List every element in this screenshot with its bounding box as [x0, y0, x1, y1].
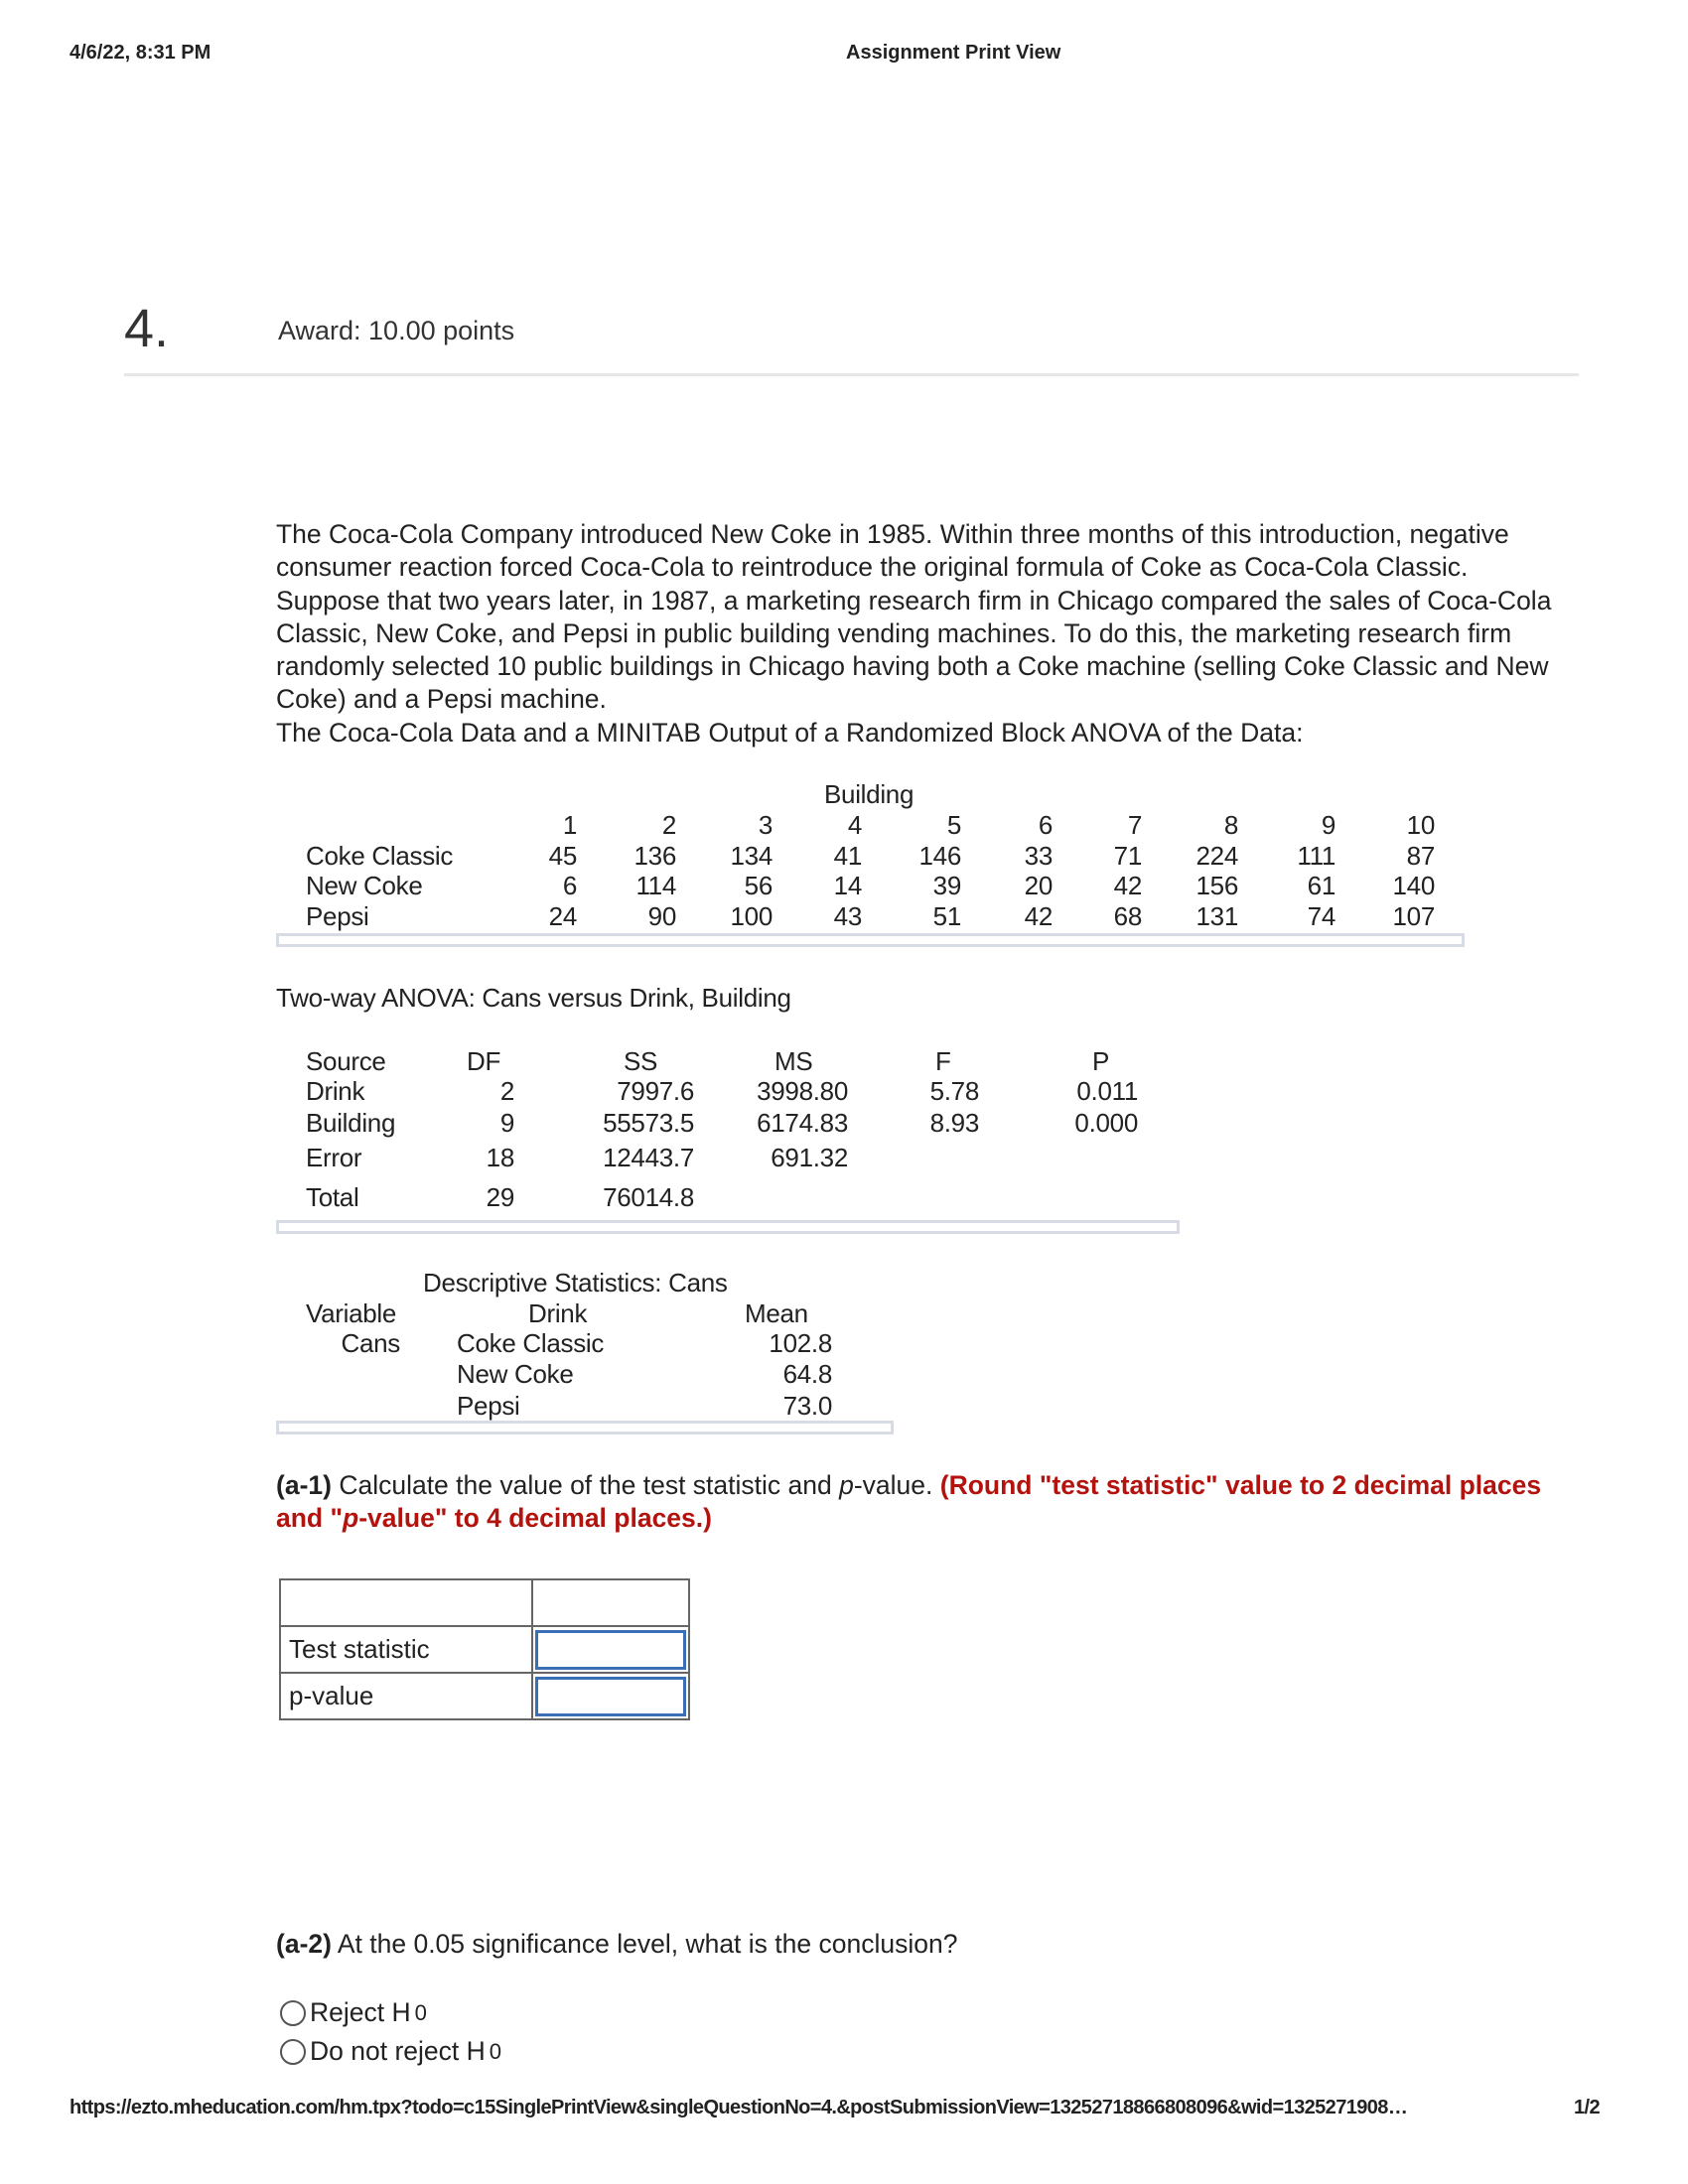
anova-cell: Total: [306, 1182, 359, 1212]
blank-header: [532, 1579, 689, 1626]
data-cell: 41: [833, 841, 862, 871]
data-cell: 107: [1392, 901, 1435, 931]
descriptive-title: Descriptive Statistics: Cans: [423, 1268, 728, 1297]
anova-cell: 6174.83: [757, 1108, 848, 1138]
rounding-instruction: (Round "test statistic" value to 2 decimal places and "p-value" to 4 decimal places.): [276, 1470, 1542, 1533]
data-cell: 24: [548, 901, 577, 931]
anova-cell: 18: [486, 1143, 514, 1172]
option-label: Reject H: [310, 1997, 411, 2027]
anova-cell: Error: [306, 1143, 362, 1172]
column-header: 10: [1406, 810, 1435, 840]
prompt-text: At the 0.05 significance level, what is the conclusion?: [331, 1929, 958, 1959]
row-label: Coke Classic: [306, 841, 454, 871]
column-header: 7: [1127, 810, 1142, 840]
question-text: [276, 518, 1577, 750]
column-header: 1: [562, 810, 577, 840]
anova-cell: 9: [499, 1108, 514, 1138]
intro-line-2: The Coca-Cola Data and a MINITAB Output of a Randomized Block ANOVA of the Data:: [276, 717, 1304, 748]
anova-title: Two-way ANOVA: Cans versus Drink, Building: [276, 983, 791, 1013]
p-value-input[interactable]: [535, 1677, 686, 1716]
award-points: Award: 10.00 points: [278, 316, 515, 345]
prompt-text-2: -value.: [853, 1470, 940, 1500]
page-url: https://ezto.mheducation.com/hm.tpx?todo=c15SinglePrintView&singleQuestionNo=4.&postSubmissionView=13252718866808096&wid=1325271908…: [70, 2097, 1408, 2118]
anova-header: Source: [306, 1046, 386, 1076]
anova-cell: 3998.80: [757, 1076, 848, 1106]
radio-button[interactable]: [280, 2039, 306, 2065]
anova-cell: 691.32: [771, 1143, 848, 1172]
data-cell: 146: [918, 841, 961, 871]
column-header: 2: [661, 810, 676, 840]
column-header: 8: [1223, 810, 1238, 840]
option-do-not-reject[interactable]: [280, 2036, 501, 2067]
mean-value: 102.8: [769, 1328, 832, 1358]
data-cell: 100: [730, 901, 773, 931]
data-cell: 20: [1024, 871, 1053, 900]
intro-paragraph: The Coca-Cola Company introduced New Coke in 1985. Within three months of this introduction, negative consumer reaction forced Coca-Cola to reintroduce the original formula of Coke as Coca-Cola Classic. Suppose that two years later, in 1987, a marketing research firm in Chicago compared the sales of Coca-Cola Classic, New Coke, and Pepsi in public building vending machines. To do this, the marketing research firm randomly selected 10 public buildings in Chicago having both a Coke machine (selling Coke Classic and New Coke) and a Pepsi machine.: [276, 519, 1552, 715]
column-header: 6: [1038, 810, 1053, 840]
page-number: 1/2: [1574, 2097, 1601, 2118]
descriptive-header: Drink: [528, 1298, 588, 1328]
data-cell: 131: [1196, 901, 1238, 931]
column-header: 5: [946, 810, 961, 840]
mean-value: 64.8: [782, 1359, 832, 1389]
row-label: New Coke: [306, 871, 423, 900]
data-cell: 68: [1113, 901, 1142, 931]
data-cell: 74: [1307, 901, 1336, 931]
data-cell: 114: [635, 871, 676, 900]
answer-table: [279, 1578, 690, 1720]
data-cell: 56: [744, 871, 773, 900]
page-title: Assignment Print View: [846, 42, 1061, 64]
test-statistic-input[interactable]: [535, 1630, 686, 1670]
anova-cell: Building: [306, 1108, 396, 1138]
data-cell: 111: [1297, 841, 1336, 871]
data-cell: 156: [1196, 871, 1238, 900]
anova-cell: 8.93: [929, 1108, 979, 1138]
option-label: Do not reject H: [310, 2036, 486, 2066]
data-cell: 90: [647, 901, 676, 931]
data-cell: 45: [548, 841, 577, 871]
data-cell: 42: [1113, 871, 1142, 900]
part-a1-prompt: [276, 1469, 1587, 1535]
anova-cell: 7997.6: [617, 1076, 694, 1106]
anova-header: MS: [774, 1046, 813, 1076]
data-cell: 134: [730, 841, 773, 871]
data-cell: 42: [1024, 901, 1053, 931]
data-cell: 87: [1406, 841, 1435, 871]
divider: [124, 373, 1579, 376]
row-label: p-value: [280, 1673, 532, 1719]
print-datetime: 4/6/22, 8:31 PM: [70, 42, 211, 64]
column-header: 3: [758, 810, 773, 840]
mean-value: 73.0: [782, 1391, 832, 1421]
anova-cell: 0.000: [1074, 1108, 1138, 1138]
subscript: 0: [414, 1999, 427, 2025]
data-cell: 14: [833, 871, 862, 900]
anova-cell: 5.78: [929, 1076, 979, 1106]
descriptive-header: Mean: [745, 1298, 808, 1328]
column-header: 9: [1321, 810, 1336, 840]
anova-cell: 12443.7: [603, 1143, 694, 1172]
part-label: (a-2): [276, 1929, 332, 1959]
column-header: 4: [847, 810, 862, 840]
anova-cell: 29: [486, 1182, 514, 1212]
row-label: Pepsi: [306, 901, 369, 931]
anova-cell: Drink: [306, 1076, 365, 1106]
prompt-text: Calculate the value of the test statistic and: [331, 1470, 840, 1500]
anova-header: F: [935, 1046, 951, 1076]
row-label: Test statistic: [280, 1626, 532, 1673]
descriptive-header: Variable: [306, 1298, 397, 1328]
anova-scrollbar[interactable]: [276, 1220, 1180, 1234]
data-cell: 140: [1392, 871, 1435, 900]
data-cell: 224: [1196, 841, 1238, 871]
blank-header: [280, 1579, 532, 1626]
descriptive-scrollbar[interactable]: [276, 1421, 894, 1434]
data-cell: 39: [932, 871, 961, 900]
option-reject[interactable]: [280, 1997, 427, 2028]
drink-name: Pepsi: [457, 1391, 520, 1421]
part-a2-prompt: [276, 1928, 1587, 1961]
drink-name: New Coke: [457, 1359, 574, 1389]
anova-header: P: [1092, 1046, 1110, 1076]
anova-cell: 55573.5: [603, 1108, 694, 1138]
drink-name: Coke Classic: [457, 1328, 605, 1358]
variable-name: Cans: [341, 1328, 400, 1358]
anova-cell: 76014.8: [603, 1182, 694, 1212]
data-cell: 33: [1024, 841, 1053, 871]
p-italic: p: [839, 1470, 854, 1500]
anova-cell: 2: [499, 1076, 514, 1106]
data-cell: 136: [633, 841, 676, 871]
question-number: 4.: [124, 299, 170, 358]
anova-cell: 0.011: [1076, 1076, 1138, 1106]
data-cell: 6: [562, 871, 577, 900]
anova-header: DF: [467, 1046, 501, 1076]
table-scrollbar[interactable]: [276, 933, 1465, 947]
radio-button[interactable]: [280, 2000, 306, 2026]
anova-header: SS: [624, 1046, 658, 1076]
building-header: Building: [824, 779, 914, 809]
data-cell: 43: [833, 901, 862, 931]
part-label: (a-1): [276, 1470, 332, 1500]
data-cell: 71: [1113, 841, 1142, 871]
data-cell: 61: [1307, 871, 1336, 900]
subscript: 0: [489, 2038, 502, 2064]
data-cell: 51: [932, 901, 961, 931]
